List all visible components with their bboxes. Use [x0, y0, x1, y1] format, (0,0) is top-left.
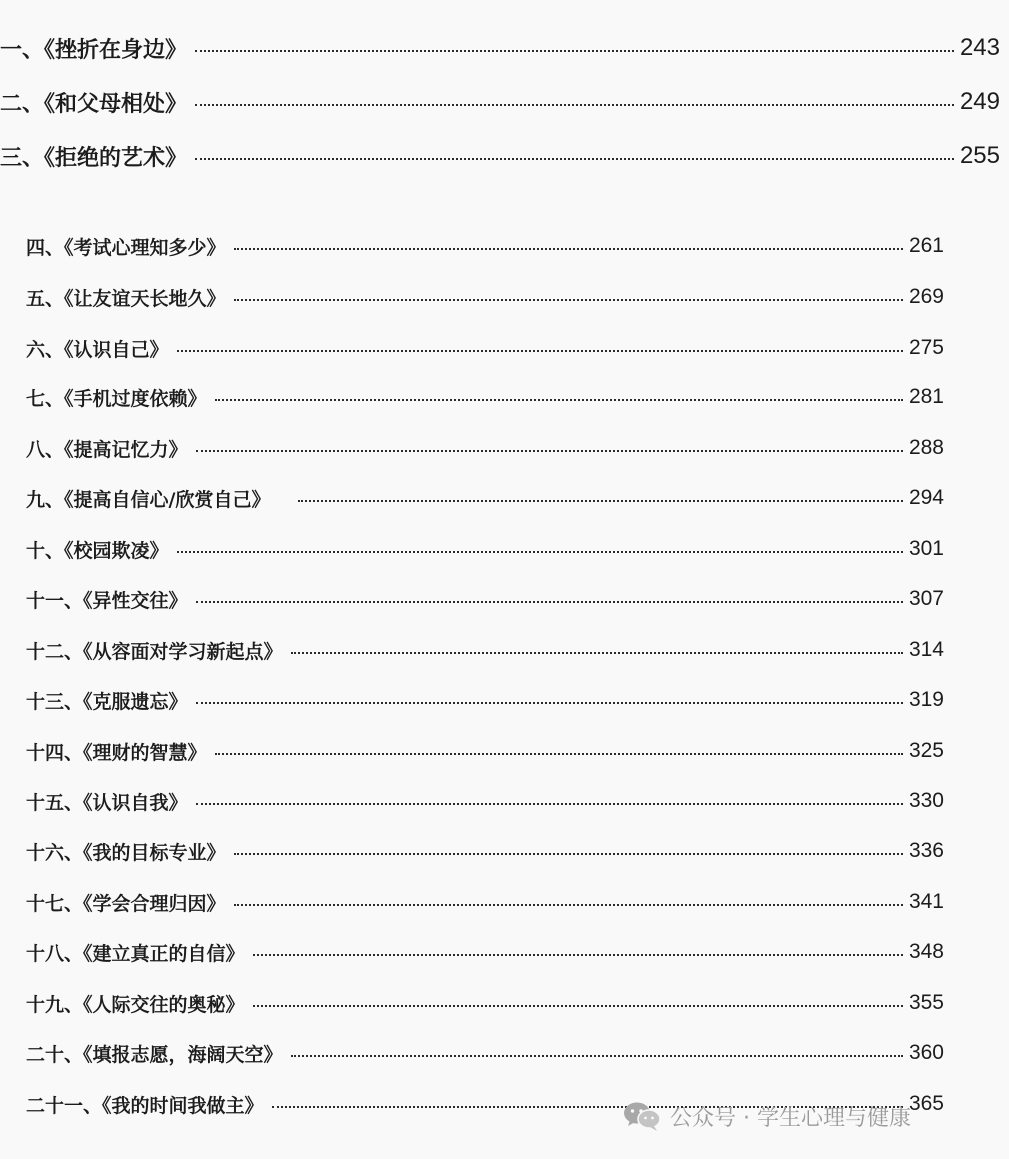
toc-entry-7	[26, 379, 944, 415]
toc-entry-title: 三、《拒绝的艺术》	[0, 145, 188, 171]
toc-entry-16	[26, 833, 944, 869]
toc-entry-page: 355	[908, 991, 944, 1014]
toc-entry-15	[26, 783, 944, 819]
toc-entry-page: 243	[959, 34, 1000, 61]
toc-entry-page: 330	[908, 789, 944, 812]
toc-entry-page: 341	[908, 890, 944, 913]
toc-entry-title: 十九、《人际交往的奥秘》	[26, 993, 245, 1016]
dot-leader	[291, 1055, 903, 1057]
watermark	[622, 1100, 911, 1132]
toc-entry-20	[26, 1035, 944, 1071]
toc-entry-title: 十三、《克服遗忘》	[26, 690, 188, 713]
dot-leader	[253, 1005, 903, 1007]
toc-entry-page: 249	[959, 88, 1000, 115]
watermark-text: 公众号 · 学生心理与健康	[670, 1105, 911, 1131]
toc-entry-page: 275	[908, 336, 944, 359]
toc-entry-13	[26, 682, 944, 718]
toc-entry-title: 二、《和父母相处》	[0, 91, 188, 117]
dot-leader	[177, 350, 903, 352]
toc-entry-page: 261	[908, 234, 944, 257]
toc-entry-page: 255	[959, 142, 1000, 169]
dot-leader	[234, 904, 903, 906]
toc-entry-8	[26, 430, 944, 466]
toc-entry-page: 360	[908, 1041, 944, 1064]
toc-entry-14	[26, 733, 944, 769]
toc-entry-title: 七、《手机过度依赖》	[26, 387, 207, 410]
toc-entry-title: 十、《校园欺凌》	[26, 539, 169, 562]
toc-entry-2	[0, 82, 1000, 122]
toc-entry-title: 二十一、《我的时间我做主》	[26, 1094, 264, 1117]
toc-entry-title: 一、《挫折在身边》	[0, 37, 188, 63]
toc-entry-page: 314	[908, 638, 944, 661]
toc-entry-title: 十一、《异性交往》	[26, 589, 188, 612]
toc-entry-page: 307	[908, 587, 944, 610]
toc-entry-17	[26, 884, 944, 920]
toc-entry-page: 336	[908, 839, 944, 862]
dot-leader	[298, 500, 903, 502]
dot-leader	[291, 652, 903, 654]
toc-entry-title: 十二、《从容面对学习新起点》	[26, 640, 283, 663]
toc-entry-title: 二十、《填报志愿，海阔天空》	[26, 1043, 283, 1066]
toc-entry-page: 325	[908, 739, 944, 762]
toc-entry-title: 十六、《我的目标专业》	[26, 841, 226, 864]
toc-entry-11	[26, 581, 944, 617]
toc-entry-page: 365	[908, 1092, 944, 1115]
dot-leader	[215, 399, 903, 401]
toc-entry-page: 294	[908, 486, 944, 509]
toc-entry-title: 十五、《认识自我》	[26, 791, 188, 814]
toc-entry-title: 十四、《理财的智慧》	[26, 741, 207, 764]
dot-leader	[196, 450, 903, 452]
toc-entry-title: 十七、《学会合理归因》	[26, 892, 226, 915]
dot-leader	[234, 248, 903, 250]
toc-entry-1	[0, 28, 1000, 68]
toc-entry-18	[26, 934, 944, 970]
wechat-icon	[622, 1100, 662, 1132]
toc-entry-10	[26, 531, 944, 567]
toc-entry-5	[26, 279, 944, 315]
toc-entry-title: 九、《提高自信心/欣赏自己》	[26, 488, 271, 511]
toc-entry-19	[26, 985, 944, 1021]
dot-leader	[195, 50, 954, 52]
dot-leader	[234, 853, 903, 855]
toc-entry-page: 281	[908, 385, 944, 408]
dot-leader	[195, 104, 954, 106]
toc-entry-3	[0, 136, 1000, 176]
dot-leader	[195, 158, 954, 160]
toc-entry-page: 288	[908, 436, 944, 459]
dot-leader	[196, 803, 903, 805]
toc-entry-page: 301	[908, 537, 944, 560]
toc-entry-9	[26, 480, 944, 516]
toc-entry-title: 八、《提高记忆力》	[26, 438, 188, 461]
toc-entry-title: 十八、《建立真正的自信》	[26, 942, 245, 965]
toc-entry-6	[26, 330, 944, 366]
dot-leader	[196, 702, 903, 704]
dot-leader	[234, 299, 903, 301]
toc-entry-title: 五、《让友谊天长地久》	[26, 287, 226, 310]
toc-entry-page: 319	[908, 688, 944, 711]
toc-entry-page: 269	[908, 285, 944, 308]
toc-entry-page: 348	[908, 940, 944, 963]
toc-entry-title: 四、《考试心理知多少》	[26, 236, 226, 259]
toc-entry-4	[26, 228, 944, 264]
toc-entry-12	[26, 632, 944, 668]
dot-leader	[215, 753, 903, 755]
toc-entry-title: 六、《认识自己》	[26, 338, 169, 361]
dot-leader	[196, 601, 903, 603]
dot-leader	[177, 551, 903, 553]
dot-leader	[253, 954, 903, 956]
